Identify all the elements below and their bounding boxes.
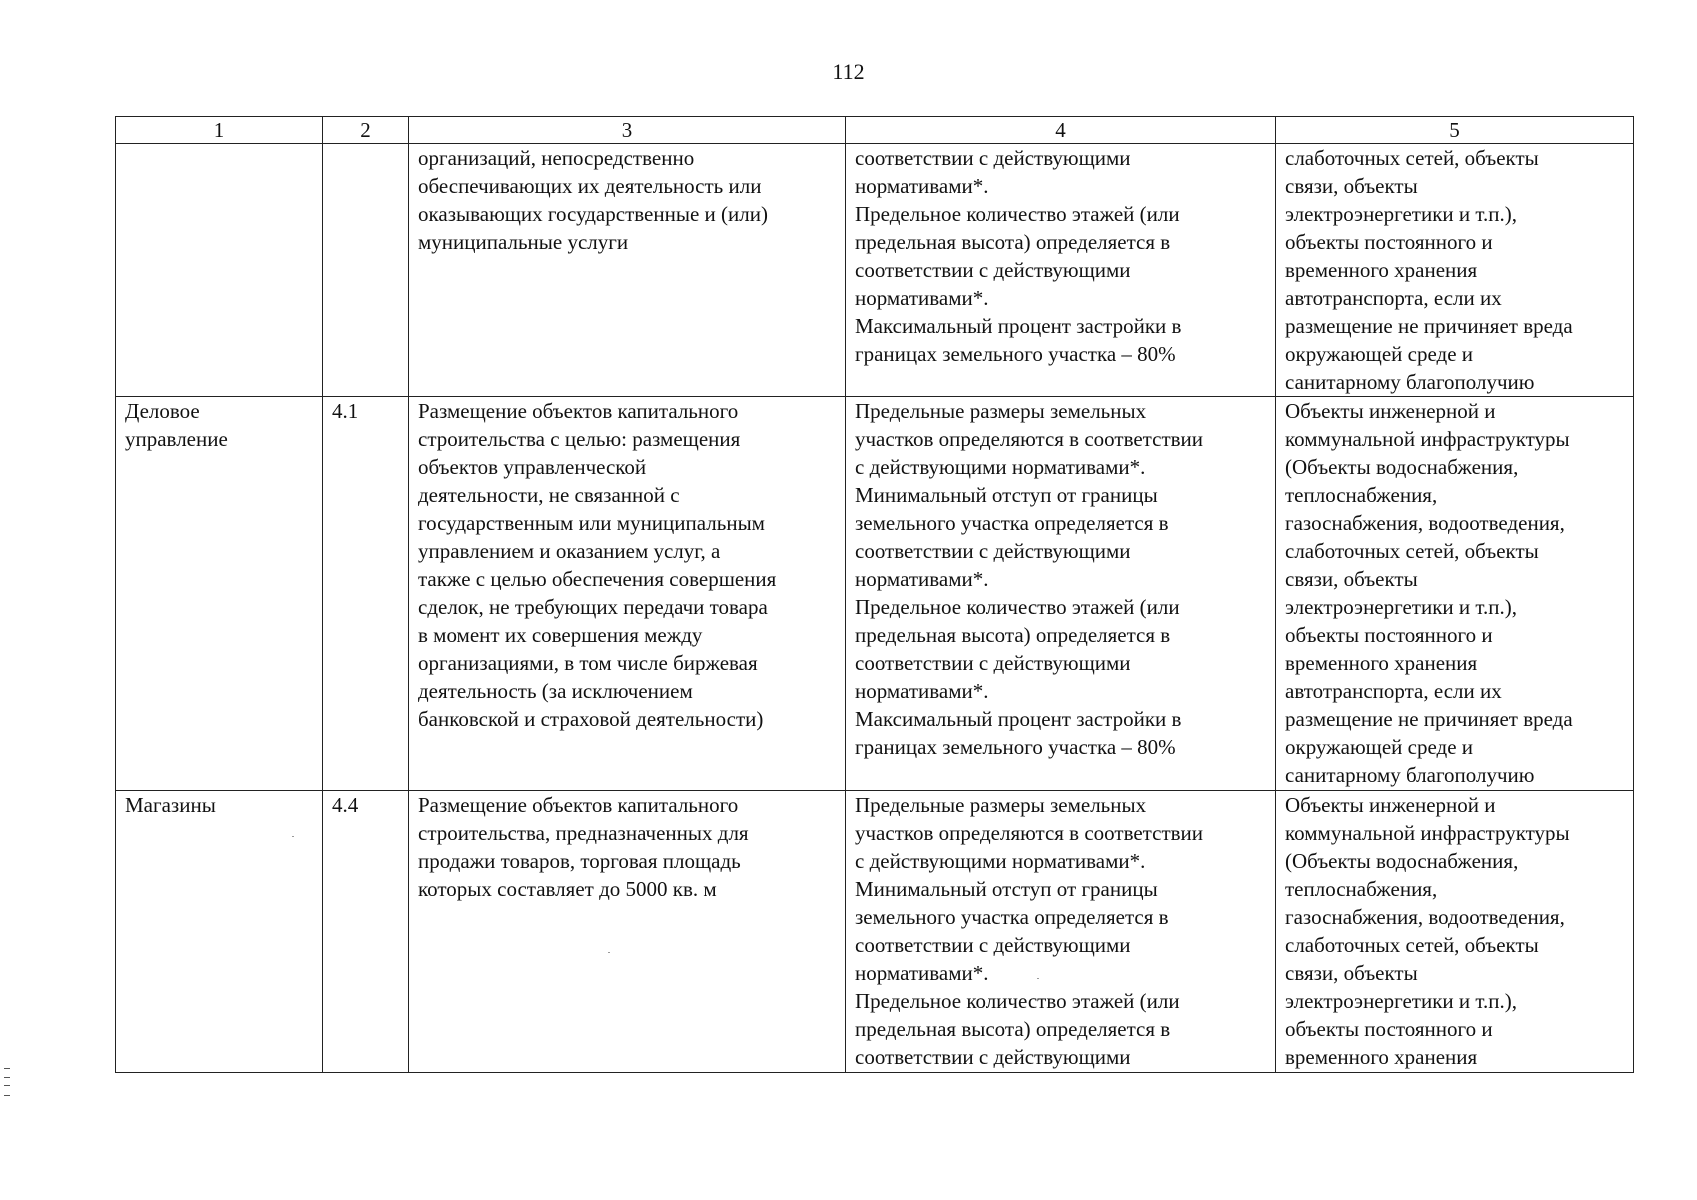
header-col-5: 5 (1276, 117, 1634, 144)
auxiliary-uses-cell: слаботочных сетей, объекты связи, объекты электроэнергетики и т.п.), объекты постоянного и временного хранения автотранспорта, если их размещение не причиняет вреда окружающей среде и санитарному благополучию (1276, 144, 1634, 397)
use-name-cell (116, 144, 323, 397)
scan-speck (292, 836, 294, 837)
auxiliary-uses-cell: Объекты инженерной и коммунальной инфраструктуры (Объекты водоснабжения, теплоснабжения, газоснабжения, водоотведения, слаботочных сетей, объекты связи, объекты электроэнергетики и т.п.), объекты постоянного и временного хранения автотранспорта, если их размещение не причиняет вреда окружающей среде и санитарному благополучию (1276, 397, 1634, 791)
scan-margin-mark (4, 1068, 10, 1096)
header-col-4: 4 (846, 117, 1276, 144)
use-name-cell: Магазины (116, 791, 323, 1073)
auxiliary-uses-cell: Объекты инженерной и коммунальной инфраструктуры (Объекты водоснабжения, теплоснабжения, газоснабжения, водоотведения, слаботочных сетей, объекты связи, объекты электроэнергетики и т.п.), объекты постоянного и временного хранения (1276, 791, 1634, 1073)
table-row (116, 791, 1634, 1073)
scan-speck (608, 952, 610, 953)
header-col-2: 2 (323, 117, 409, 144)
use-code-cell (323, 144, 409, 397)
land-use-table (115, 116, 1634, 1073)
use-name-cell: Деловое управление (116, 397, 323, 791)
header-row (116, 117, 1634, 144)
use-code-cell: 4.4 (323, 791, 409, 1073)
scan-speck (1037, 978, 1039, 979)
use-description-cell: организаций, непосредственно обеспечивающих их деятельность или оказывающих государственные и (или) муниципальные услуги (409, 144, 846, 397)
parameters-cell: Предельные размеры земельных участков определяются в соответствии с действующими нормативами*. Минимальный отступ от границы земельного участка определяется в соответствии с действующими нормативами*. Предельное количество этажей (или предельная высота) определяется в соответствии с действующими (846, 791, 1276, 1073)
table-row (116, 144, 1634, 397)
use-code-cell: 4.1 (323, 397, 409, 791)
parameters-cell: соответствии с действующими нормативами*. Предельное количество этажей (или предельная высота) определяется в соответствии с действующими нормативами*. Максимальный процент застройки в границах земельного участка – 80% (846, 144, 1276, 397)
use-description-cell: Размещение объектов капитального строительства, предназначенных для продажи товаров, торговая площадь которых составляет до 5000 кв. м (409, 791, 846, 1073)
parameters-cell: Предельные размеры земельных участков определяются в соответствии с действующими нормативами*. Минимальный отступ от границы земельного участка определяется в соответствии с действующими нормативами*. Предельное количество этажей (или предельная высота) определяется в соответствии с действующими нормативами*. Максимальный процент застройки в границах земельного участка – 80% (846, 397, 1276, 791)
header-col-3: 3 (409, 117, 846, 144)
header-col-1: 1 (116, 117, 323, 144)
page-number: 112 (832, 59, 865, 84)
table-row (116, 397, 1634, 791)
use-description-cell: Размещение объектов капитального строительства с целью: размещения объектов управленческой деятельности, не связанной с государственным или муниципальным управлением и оказанием услуг, а также с целью обеспечения совершения сделок, не требующих передачи товара в момент их совершения между организациями, в том числе биржевая деятельность (за исключением банковской и страховой деятельности) (409, 397, 846, 791)
